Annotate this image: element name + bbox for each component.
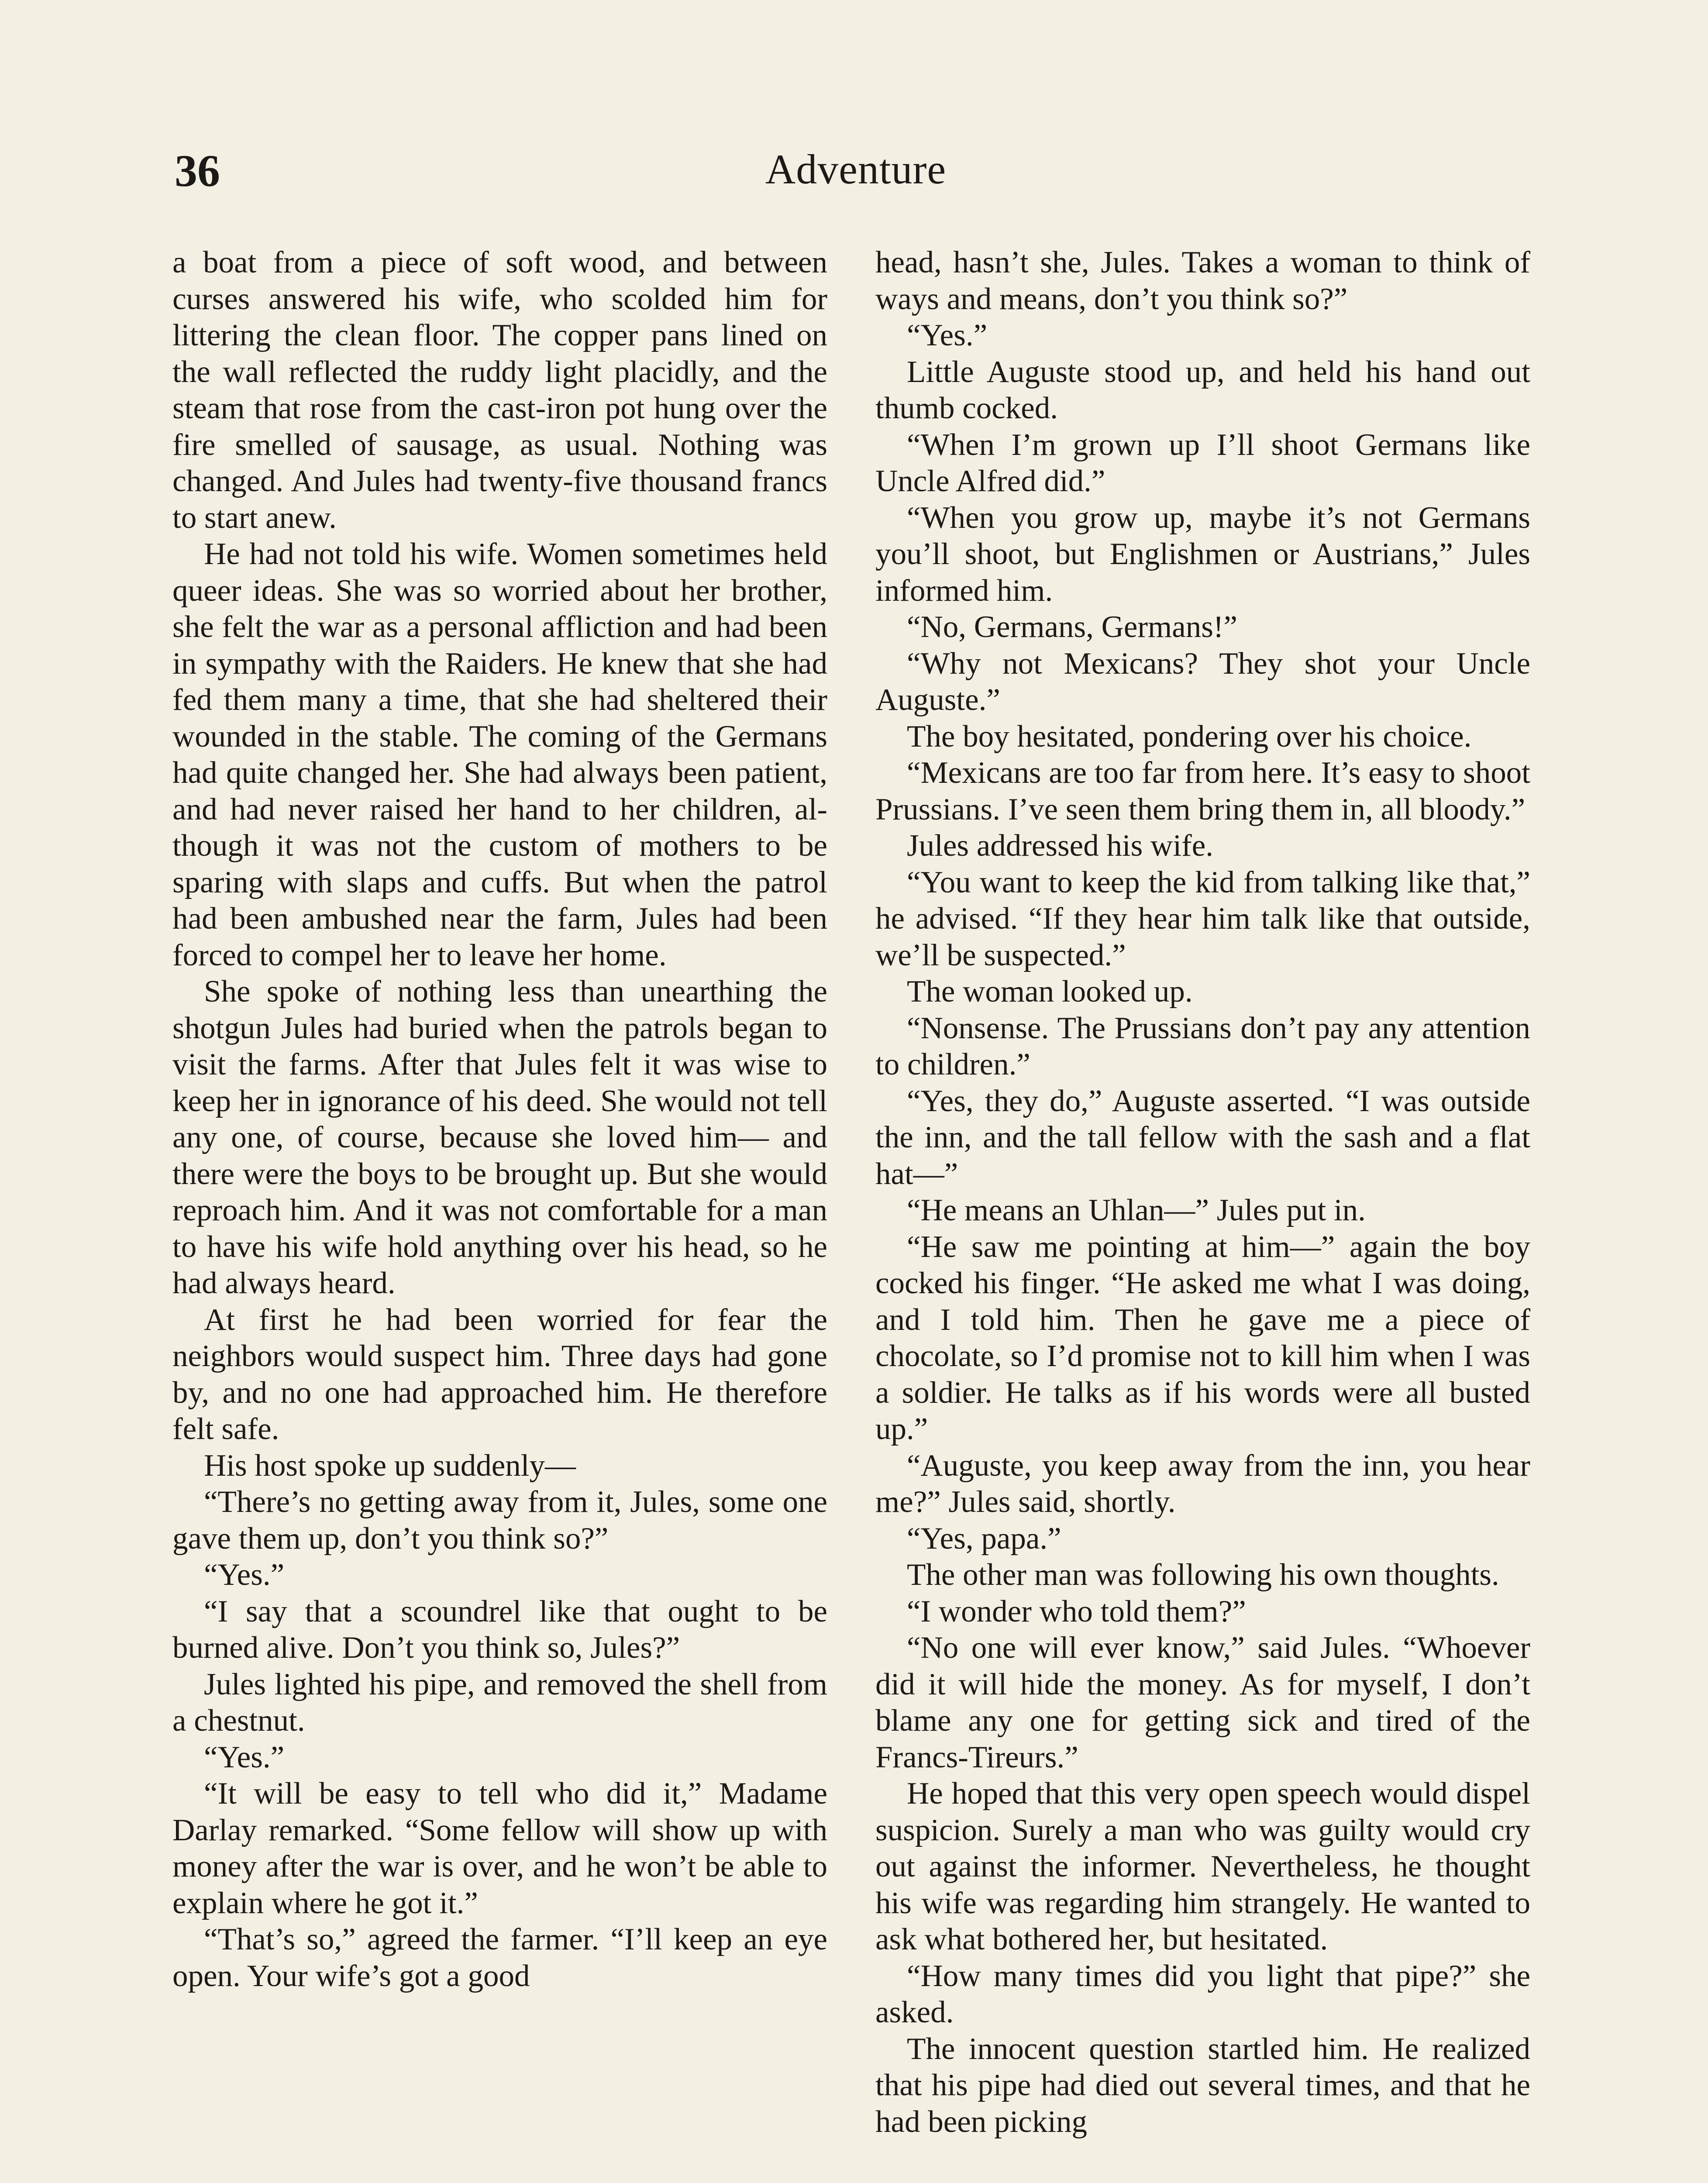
paragraph: He hoped that this very open speech would dispel suspicion. Surely a man who was guilty would cry out against the informer. Nevertheless, he thought his wife was regarding him strangely. He wanted to ask what bothered her, but hesitated. (875, 1777, 1530, 1956)
paragraph: Jules lighted his pipe, and removed the shell from a chestnut. (172, 1667, 827, 1738)
paragraph: The innocent question startled him. He realized that his pipe had died out several times, and that he had been picking (875, 2031, 1530, 2139)
paragraph: She spoke of nothing less than unearthing the shotgun Jules had buried when the patrols began to visit the farms. After that Jules felt it was wise to keep her in ignorance of his deed. She would not tell any one, of course, because she loved him— and there were the boys to be brought up. But she would reproach him. And it was not comfortable for a man to have his wife hold anything over his head, so he had always heard. (172, 974, 827, 1300)
paragraph: “Yes.” (204, 1558, 285, 1592)
paragraph: a boat from a piece of soft wood, and between curses answered his wife, who scolded him for littering the clean floor. The copper pans lined on the wall reflected the ruddy light placidly, and the steam that rose from the cast-iron pot hung over the fire smelled of sausage, as usual. Nothing was changed. And Jules had twenty-five thousand francs to start anew. (172, 245, 827, 535)
paragraph: “You want to keep the kid from talking like that,” he advised. “If they hear him talk like that outside, we’ll be suspected.” (875, 865, 1530, 972)
paragraph: “When you grow up, maybe it’s not Germans you’ll shoot, but Englishmen or Austrians,” Jules informed him. (875, 500, 1530, 608)
paragraph: Little Auguste stood up, and held his hand out thumb cocked. (875, 355, 1530, 425)
paragraph: “When I’m grown up I’ll shoot Germans like Uncle Alfred did.” (875, 427, 1530, 498)
paragraph: “Yes.” (907, 318, 988, 352)
paragraph: The woman looked up. (907, 974, 1193, 1009)
paragraph: “I wonder who told them?” (907, 1594, 1246, 1629)
paragraph: “Mexicans are too far from here. It’s easy to shoot Prussians. I’ve seen them bring them in, all bloody.” (875, 756, 1530, 826)
paragraph: “Yes, they do,” Auguste asserted. “I was outside the inn, and the tall fellow with the sash and a flat hat—” (875, 1084, 1530, 1191)
paragraph: “It will be easy to tell who did it,” Madame Darlay remarked. “Some fellow will show up with money after the war is over, and he won’t be able to explain where he got it.” (172, 1777, 827, 1920)
paragraph: The boy hesitated, pondering over his choice. (907, 719, 1472, 754)
paragraph: “I say that a scoundrel like that ought to be burned alive. Don’t you think so, Jules?” (172, 1594, 827, 1665)
paragraph: “No, Germans, Germans!” (907, 610, 1238, 644)
page-header (175, 148, 1537, 218)
paragraph: At first he had been worried for fear the neighbors would suspect him. Three days had gone by, and no one had approached him. He therefore felt safe. (172, 1302, 827, 1446)
left-column (172, 244, 827, 2183)
paragraph: “There’s no getting away from it, Jules, some one gave them up, don’t you think so?” (172, 1485, 827, 1556)
page-number: 36 (175, 146, 220, 196)
paragraph: He had not told his wife. Women sometimes held queer ideas. She was so worried about her brother, she felt the war as a personal affliction and had been in sympathy with the Raiders. He knew that she had fed them many a time, that she had sheltered their wounded in the stable. The coming of the Germans had quite changed her. She had always been patient, and had never raised her hand to her children, although it was not the custom of mothers to be sparing with slaps and cuffs. But when the patrol had been ambushed near the farm, Jules had been forced to compel her to leave her home. (172, 537, 827, 972)
magazine-title: Adventure (765, 146, 947, 193)
paragraph: “Nonsense. The Prussians don’t pay any attention to children.” (875, 1011, 1530, 1081)
paragraph: “He saw me pointing at him—” again the boy cocked his finger. “He asked me what I was doing, and I told him. Then he gave me a piece of chocolate, so I’d promise not to kill him when I was a soldier. He talks as if his words were all busted up.” (875, 1229, 1530, 1446)
paragraph: “That’s so,” agreed the farmer. “I’ll keep an eye open. Your wife’s got a good (172, 1922, 827, 1993)
paragraph: “No one will ever know,” said Jules. “Whoever did it will hide the money. As for myself, I don’t blame any one for getting sick and tired of the Francs-Tireurs.” (875, 1631, 1530, 1774)
paragraph: “Yes, papa.” (907, 1521, 1061, 1556)
right-column (875, 244, 1530, 2183)
paragraph: Jules addressed his wife. (907, 829, 1213, 863)
paragraph: head, hasn’t she, Jules. Takes a woman to think of ways and means, don’t you think so?” (875, 245, 1530, 316)
paragraph: His host spoke up suddenly— (204, 1448, 576, 1483)
paragraph: The other man was following his own thoughts. (907, 1558, 1499, 1592)
paragraph: “Yes.” (204, 1740, 285, 1774)
paragraph: “Why not Mexicans? They shot your Uncle Auguste.” (875, 646, 1530, 717)
paragraph: “He means an Uhlan—” Jules put in. (907, 1193, 1366, 1227)
paragraph: “Auguste, you keep away from the inn, you hear me?” Jules said, shortly. (875, 1448, 1530, 1519)
paragraph: “How many times did you light that pipe?” she asked. (875, 1959, 1530, 2029)
